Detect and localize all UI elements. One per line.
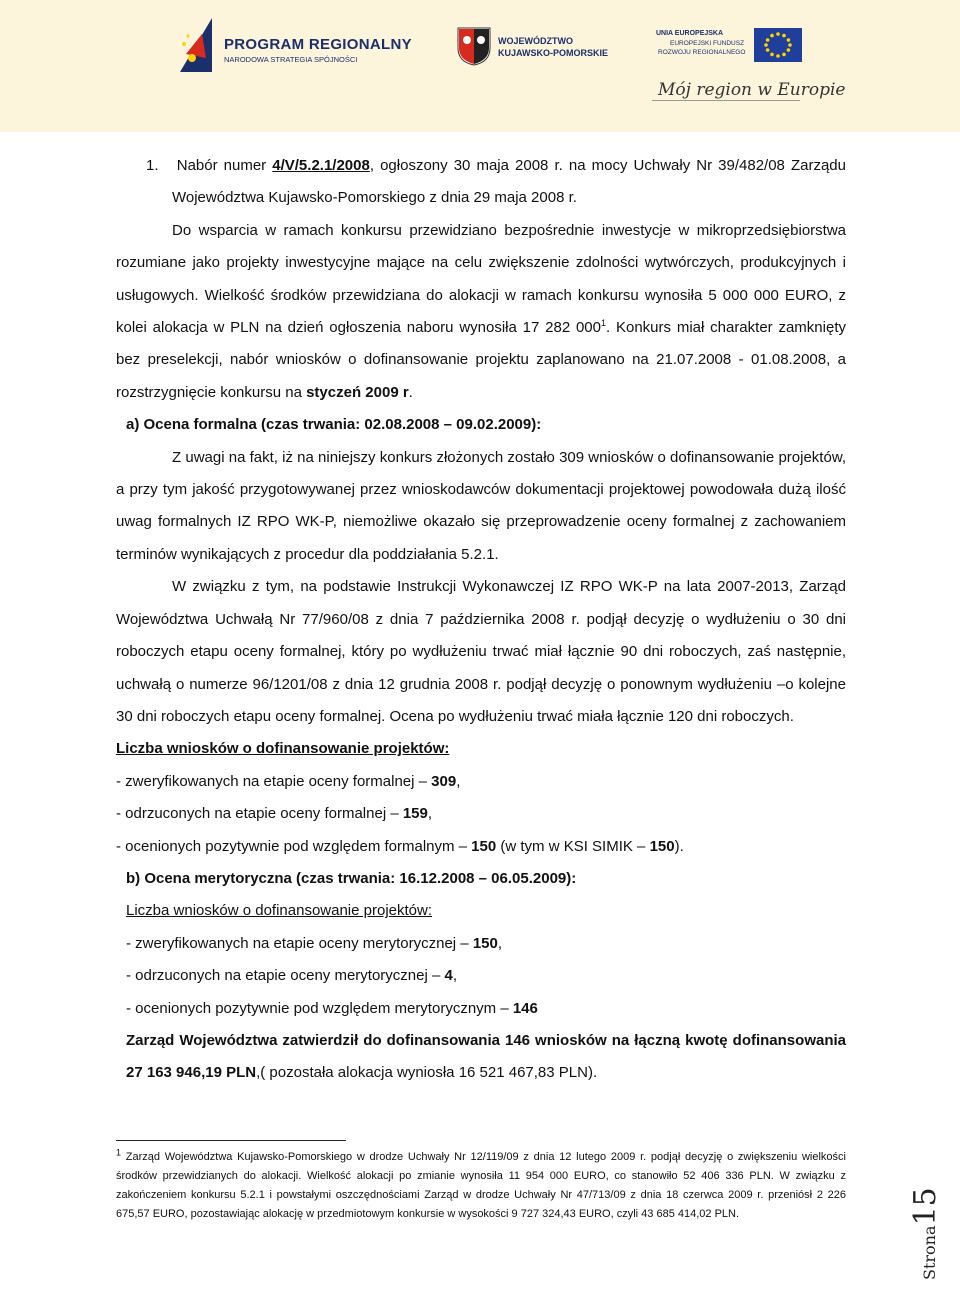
eu-flag-icon bbox=[754, 28, 904, 66]
paragraph-allocation: Do wsparcia w ramach konkursu przewidziano bezpośrednie inwestycje w mikroprzedsiębiorstwa rozumiane jako projekty inwestycyjne mające na celu zwiększenie zdolności wytwórczych, produkcyjnych i usługowych. Wielkość środków przewidziana do alokacji w ramach konkursu wynosiła 5 000 000 EURO, z kolei alokacja w PLN na dzień ogłoszenia naboru wynosiła 17 282 $000^1$. Konkurs miał charakter zamknięty bez preselekcji, nabór wniosków o dofinansowanie projektu zaplanowano na 21.07.2008 - 01.08.2008, a rozstrzygnięcie konkursu na styczeń 2009 r. bbox=[116, 221, 846, 401]
list-a-item-1: - zweryfikowanych na etapie oceny formalnej – 309, bbox=[116, 772, 461, 790]
footnote-separator bbox=[116, 1140, 346, 1141]
eu-name: UNIA EUROPEJSKA bbox=[656, 30, 724, 37]
region-name-line1: WOJEWÓDZTWO bbox=[498, 36, 573, 46]
call-number: 4/V/5.2.1/2008 bbox=[272, 157, 370, 174]
list-a-item-3: - ocenionych pozytywnie pod względem formalnym – 150 (w tym w KSI SIMIK – 150). bbox=[116, 837, 684, 855]
motto-underline bbox=[652, 100, 800, 101]
page-number bbox=[900, 1180, 943, 1300]
program-subtitle: NARODOWA STRATEGIA SPÓJNOŚCI bbox=[224, 55, 358, 64]
footnote: $^1$ Zarząd Województwa Kujawsko-Pomorskiego w drodze Uchwały Nr 12/119/09 z dnia 12 lutego 2009 r. podjął decyzję o zwiększeniu wielkości środków przewidzianych do alokacji. Wielkość alokacji po zmianie wynosiła 11 954 000 EURO, co stanowiło 52 406 336 PLN. W związku z zakończeniem konkursu 5.2.1 i powstałymi oszczędnościami Zarząd w drodze Uchwały Nr 47/713/09 z dnia 18 czerwca 2009 r. przeniósł 2 226 675,57 EURO, pozostawiając alokację w przedmiotowym konkursie w wysokości 9 727 324,43 EURO, czyli 43 685 414,02 PLN. bbox=[116, 1147, 846, 1220]
region-name-line2: KUJAWSKO-POMORSKIE bbox=[498, 48, 609, 58]
footnote-ref[interactable]: 1 bbox=[601, 318, 607, 329]
page-label: Strona bbox=[920, 1225, 939, 1280]
program-title: PROGRAM REGIONALNY bbox=[224, 36, 412, 53]
list-b-heading: Liczba wniosków o dofinansowanie projektów: bbox=[126, 902, 433, 920]
eu-fund-line1: EUROPEJSKI FUNDUSZ bbox=[670, 40, 745, 47]
page-header bbox=[0, 0, 960, 132]
paragraph-formal-evaluation: Z uwagi na fakt, iż na niniejszy konkurs złożonych zostało 309 wniosków o dofinansowanie projektów, a przy tym jakość przygotowywanej przez wnioskodawców dokumentacji projektowej powodowała dużą ilość uwag formalnych IZ RPO WK-P, niemożliwe okazało się przeprowadzenie oceny formalnej z zachowaniem terminów wynikających z procedur dla poddziałania 5.2.1. bbox=[116, 448, 846, 563]
section-a-heading: a) Ocena formalna (czas trwania: 02.08.2008 – 09.02.2009): bbox=[126, 416, 542, 434]
section-b-heading: b) Ocena merytoryczna (czas trwania: 16.12.2008 – 06.05.2009): bbox=[126, 869, 577, 887]
document-body bbox=[116, 150, 846, 1090]
list-a-item-2: - odrzuconych na etapie oceny formalnej – 159, bbox=[116, 805, 433, 823]
coat-of-arms-icon bbox=[456, 26, 492, 66]
eu-fund-line2: ROZWOJU REGIONALNEGO bbox=[658, 49, 746, 56]
motto: Mój region w Europie bbox=[658, 80, 846, 100]
program-regionalny-logo-icon bbox=[172, 14, 220, 76]
paragraph-extension: W związku z tym, na podstawie Instrukcji Wykonawczej IZ RPO WK-P na lata 2007-2013, Zarząd Województwa Uchwałą Nr 77/960/08 z dnia 7 października 2008 r. podjął decyzję o wydłużeniu o 30 dni roboczych etapu oceny formalnej, który po wydłużeniu trwać miał łącznie 90 dni roboczych, zaś następnie, uchwałą o numerze 96/1201/08 z dnia 12 grudnia 2008 r. podjął decyzję o ponownym wydłużeniu –o kolejne 30 dni roboczych etapu oceny formalnej. Ocena po wydłużeniu trwać miała łącznie 120 dni roboczych. bbox=[116, 578, 846, 725]
list-a-heading: Liczba wniosków o dofinansowanie projektów: bbox=[116, 740, 450, 758]
page-number-value: 15 bbox=[908, 1187, 943, 1226]
list-b-item-2: - odrzuconych na etapie oceny merytorycznej – 4, bbox=[126, 967, 458, 985]
list-b-item-3: - ocenionych pozytywnie pod względem merytorycznym – 146 bbox=[126, 999, 538, 1017]
item-1: 1. Nabór numer 4/V/5.2.1/2008, ogłoszony 30 maja 2008 r. na mocy Uchwały Nr 39/482/08 Zarządu Województwa Kujawsko-Pomorskiego z dnia 29 maja 2008 r. bbox=[146, 157, 846, 207]
list-b-item-1: - zweryfikowanych na etapie oceny merytorycznej – 150, bbox=[126, 934, 503, 952]
paragraph-final-approval: Zarząd Województwa zatwierdził do dofinansowania 146 wniosków na łączną kwotę dofinansowania 27 163 946,19 PLN,( pozostała alokacja wyniosła 16 521 467,83 PLN). bbox=[126, 1031, 846, 1082]
